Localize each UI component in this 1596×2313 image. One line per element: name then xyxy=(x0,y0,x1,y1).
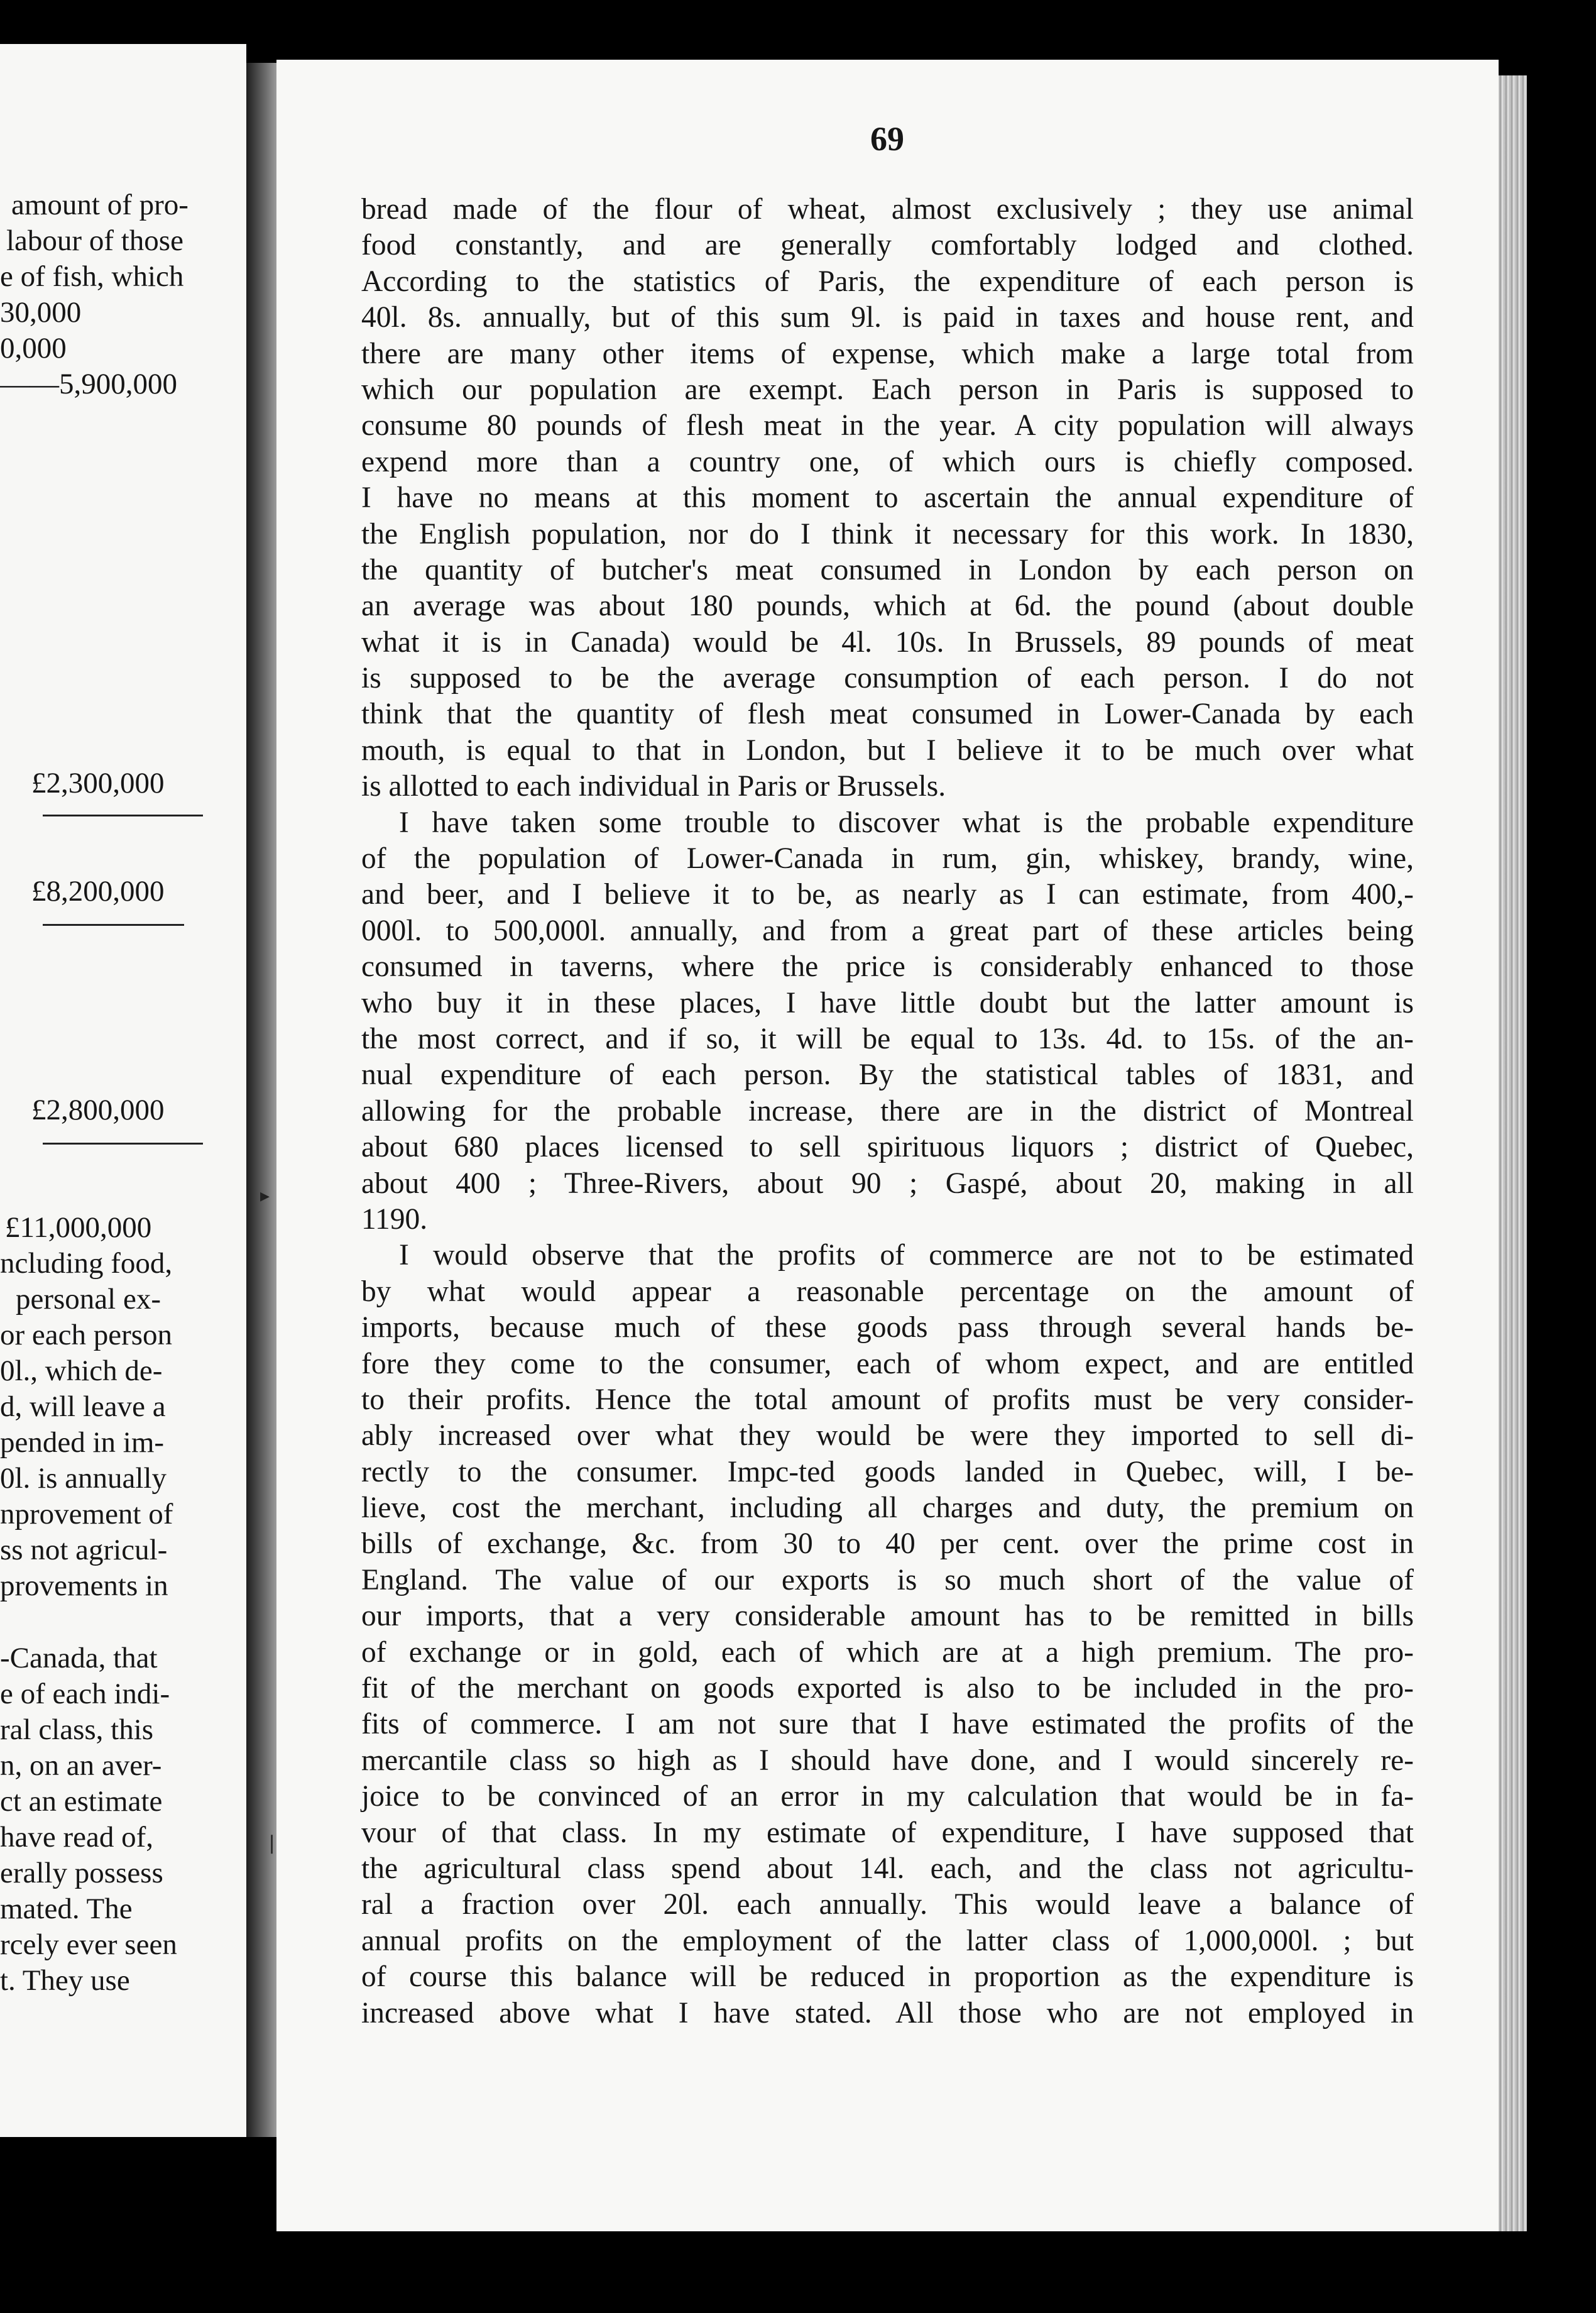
text-line: vour of that class. In my estimate of expenditure, I have supposed that xyxy=(361,1816,1414,1849)
left-line: erally possess xyxy=(0,1857,163,1889)
text-line: about 680 places licensed to sell spirituous liquors ; district of Quebec, xyxy=(361,1131,1414,1164)
left-line: ncluding food, xyxy=(0,1247,173,1280)
left-line: ——5,900,000 xyxy=(0,368,177,400)
left-line: amount of pro- xyxy=(11,189,189,221)
text-line: and beer, and I believe it to be, as nearly as I can estimate, from 400,- xyxy=(361,878,1414,911)
left-line: ral class, this xyxy=(0,1713,154,1746)
text-line: imports, because much of these goods pass through several hands be- xyxy=(361,1311,1414,1344)
left-line: £11,000,000 xyxy=(5,1211,152,1244)
text-line: an average was about 180 pounds, which at 6d. the pound (about double xyxy=(361,590,1414,623)
left-line: d, will leave a xyxy=(0,1390,166,1423)
text-line: is allotted to each individual in Paris or Brussels. xyxy=(361,770,946,803)
text-line: joice to be convinced of an error in my calculation that would be in fa- xyxy=(361,1780,1414,1813)
text-line: 1190. xyxy=(361,1202,428,1236)
margin-mark: ▸ xyxy=(260,1185,270,1206)
text-line: there are many other items of expense, which make a large total from xyxy=(361,337,1414,370)
left-line: pended in im- xyxy=(0,1426,165,1459)
left-rule xyxy=(43,924,184,926)
left-line: e of fish, which xyxy=(0,260,184,293)
text-line: the quantity of butcher's meat consumed in London by each person on xyxy=(361,553,1414,586)
text-line: consumed in taverns, where the price is considerably enhanced to those xyxy=(361,950,1414,984)
text-line: of the population of Lower-Canada in rum, gin, whiskey, brandy, wine, xyxy=(361,842,1414,876)
text-line: of course this balance will be reduced in proportion as the expenditure is xyxy=(361,1960,1414,1994)
left-line: £8,200,000 xyxy=(31,875,165,908)
text-line: what it is in Canada) would be 4l. 10s. In Brussels, 89 pounds of meat xyxy=(361,625,1414,659)
left-line: mated. The xyxy=(0,1893,133,1925)
left-line: t. They use xyxy=(0,1964,130,1997)
left-line: e of each indi- xyxy=(0,1678,170,1710)
left-line: ss not agricul- xyxy=(0,1534,168,1566)
text-line: ral a fraction over 20l. each annually. This would leave a balance of xyxy=(361,1888,1414,1921)
text-line: is supposed to be the average consumption of each person. I do not xyxy=(361,662,1414,695)
left-line: -Canada, that xyxy=(0,1642,158,1674)
left-line: £2,300,000 xyxy=(31,767,165,799)
left-rule xyxy=(43,815,203,816)
left-line: 0l. is annually xyxy=(0,1462,167,1495)
text-line: expend more than a country one, of which ours is chiefly composed. xyxy=(361,445,1414,478)
text-line: bills of exchange, &c. from 30 to 40 per cent. over the prime cost in xyxy=(361,1527,1414,1561)
left-line: nprovement of xyxy=(0,1498,173,1530)
text-line: rectly to the consumer. Impc-ted goods landed in Quebec, will, I be- xyxy=(361,1455,1414,1488)
left-line: have read of, xyxy=(0,1821,153,1854)
text-line: mercantile class so high as I should have done, and I would sincerely re- xyxy=(361,1744,1414,1777)
text-line: bread made of the flour of wheat, almost exclusively ; they use animal xyxy=(361,193,1414,226)
left-line: or each person xyxy=(0,1319,173,1351)
left-line: n, on an aver- xyxy=(0,1749,162,1782)
text-line: fits of commerce. I am not sure that I have estimated the profits of the xyxy=(361,1708,1414,1741)
text-line: about 400 ; Three-Rivers, about 90 ; Gaspé, about 20, making in all xyxy=(361,1167,1414,1200)
left-line: personal ex- xyxy=(16,1283,161,1316)
left-line: labour of those xyxy=(6,224,183,257)
left-line: 30,000 xyxy=(0,296,82,329)
body-text xyxy=(361,192,1414,2031)
text-line: consume 80 pounds of flesh meat in the year. A city population will always xyxy=(361,409,1414,442)
left-line: £2,800,000 xyxy=(31,1094,165,1126)
text-line: allowing for the probable increase, there are in the district of Montreal xyxy=(361,1094,1414,1128)
left-rule xyxy=(43,1143,203,1145)
text-line: think that the quantity of flesh meat consumed in Lower-Canada by each xyxy=(361,698,1414,731)
text-line: who buy it in these places, I have little doubt but the latter amount is xyxy=(361,986,1414,1019)
text-line: the agricultural class spend about 14l. each, and the class not agricultu- xyxy=(361,1852,1414,1885)
text-line: by what would appear a reasonable percentage on the amount of xyxy=(361,1275,1414,1308)
text-line: fit of the merchant on goods exported is also to be included in the pro- xyxy=(361,1672,1414,1705)
left-line: 0,000 xyxy=(0,332,67,365)
text-line: I have no means at this moment to ascertain the annual expenditure of xyxy=(361,481,1414,515)
text-line: of exchange or in gold, each of which are at a high premium. The pro- xyxy=(361,1635,1414,1669)
text-line: the English population, nor do I think it necessary for this work. In 1830, xyxy=(361,517,1414,551)
text-line: the most correct, and if so, it will be equal to 13s. 4d. to 15s. of the an- xyxy=(361,1022,1414,1055)
margin-mark: ❘ xyxy=(264,1833,280,1854)
text-line: lieve, cost the merchant, including all charges and duty, the premium on xyxy=(361,1492,1414,1525)
text-line: mouth, is equal to that in London, but I believe it to be much over what xyxy=(361,733,1414,767)
text-line: 40l. 8s. annually, but of this sum 9l. is paid in taxes and house rent, and xyxy=(361,301,1414,334)
text-line: ably increased over what they would be were they imported to sell di- xyxy=(361,1419,1414,1453)
page-edge xyxy=(1499,75,1527,2231)
text-line: fore they come to the consumer, each of whom expect, and are entitled xyxy=(361,1347,1414,1380)
page-number: 69 xyxy=(870,120,904,158)
text-line: which our population are exempt. Each person in Paris is supposed to xyxy=(361,373,1414,406)
text-line: food constantly, and are generally comfortably lodged and clothed. xyxy=(361,229,1414,262)
left-page xyxy=(0,44,246,2137)
left-line: 0l., which de- xyxy=(0,1354,163,1387)
text-line: to their profits. Hence the total amount of profits must be very consider- xyxy=(361,1383,1414,1416)
text-line: 000l. to 500,000l. annually, and from a great part of these articles being xyxy=(361,914,1414,947)
text-line: our imports, that a very considerable amount has to be remitted in bills xyxy=(361,1600,1414,1633)
left-line: rcely ever seen xyxy=(0,1928,177,1961)
text-line: annual profits on the employment of the latter class of 1,000,000l. ; but xyxy=(361,1924,1414,1957)
text-line: increased above what I have stated. All those who are not employed in xyxy=(361,1996,1414,2030)
text-line: I would observe that the profits of commerce are not to be estimated xyxy=(399,1239,1414,1272)
left-line: ct an estimate xyxy=(0,1785,163,1818)
text-line: nual expenditure of each person. By the statistical tables of 1831, and xyxy=(361,1058,1414,1092)
text-line: England. The value of our exports is so much short of the value of xyxy=(361,1563,1414,1596)
text-line: I have taken some trouble to discover what is the probable expenditure xyxy=(399,806,1414,839)
left-line: provements in xyxy=(0,1569,168,1602)
text-line: According to the statistics of Paris, the expenditure of each person is xyxy=(361,265,1414,298)
